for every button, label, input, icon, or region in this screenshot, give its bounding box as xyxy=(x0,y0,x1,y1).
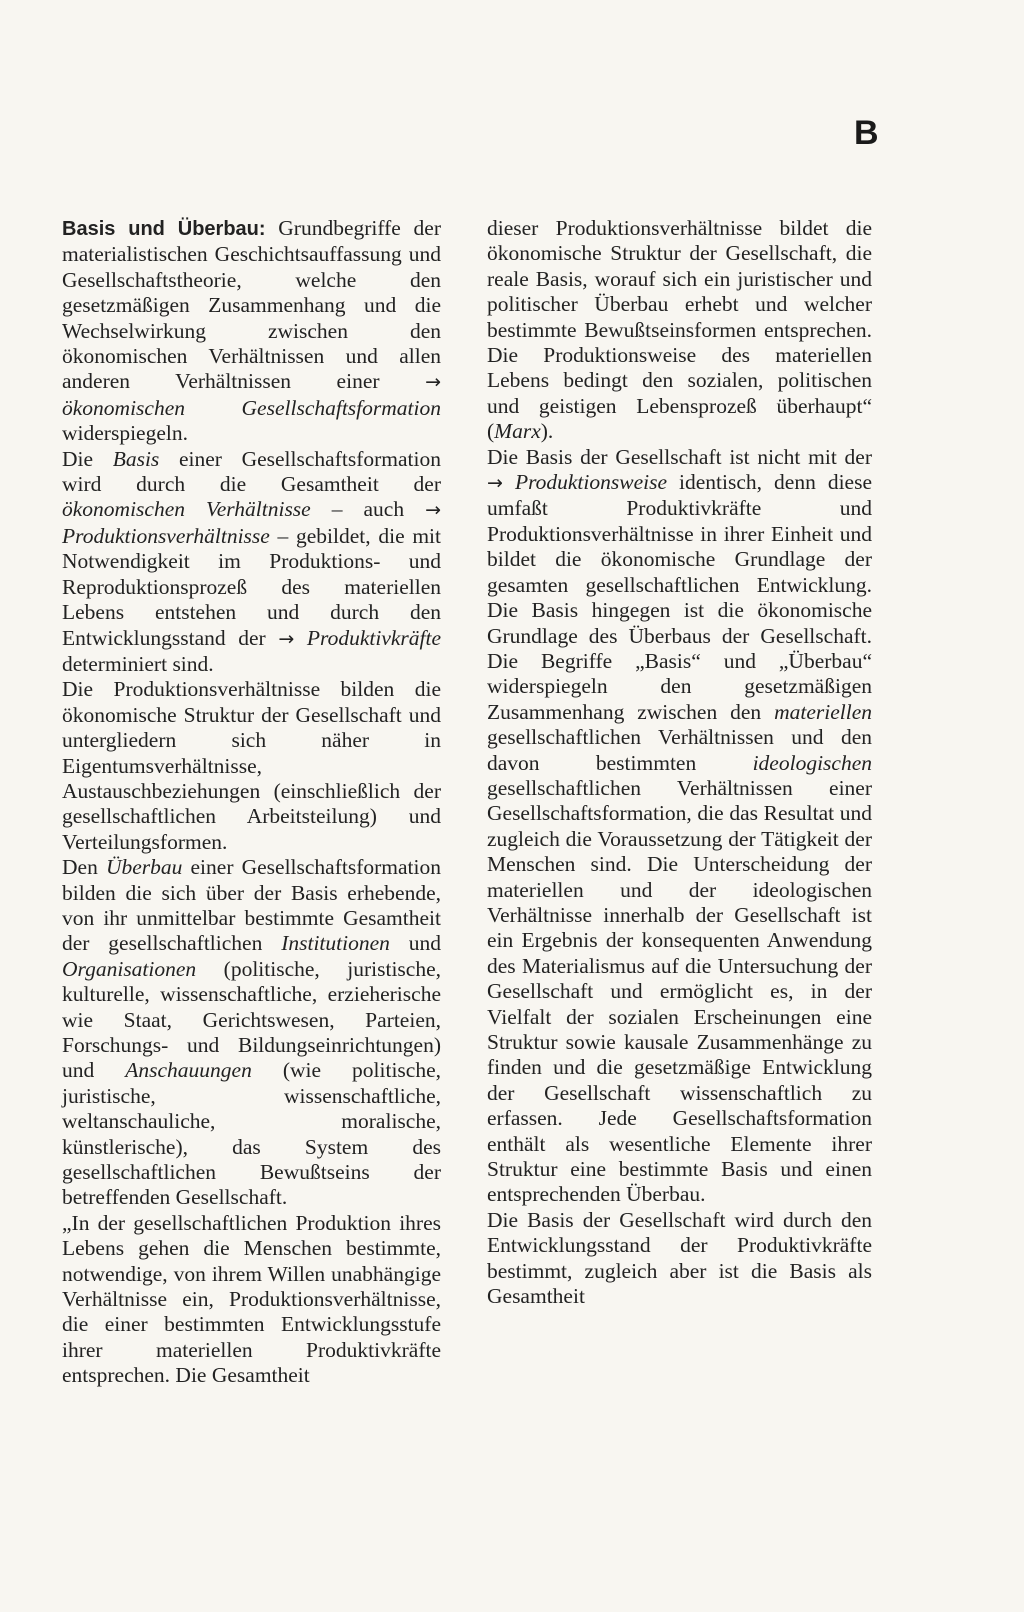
cross-reference-arrow-icon: → xyxy=(278,627,295,650)
emphasized-term: ökonomischen Verhältnisse xyxy=(62,497,311,522)
paragraph: „In der gesellschaftlichen Produktion ihres Lebens gehen die Menschen bestimmte, notwendige, von ihrem Willen unabhängige Verhältnisse ein, Produktionsverhältnisse, die einer bestimmten Entwicklungsstufe ihrer materiellen Produktivkräfte entsprechen. Die Gesamtheit xyxy=(62,1210,441,1388)
paragraph xyxy=(62,216,441,447)
cross-reference-term: Produktivkräfte xyxy=(306,625,442,650)
text-run: determiniert sind. xyxy=(62,651,214,676)
cross-reference-arrow-icon: → xyxy=(487,472,503,495)
text-run: Die xyxy=(62,446,94,471)
emphasized-term: Institutionen xyxy=(281,931,390,956)
text-run: ). xyxy=(540,419,554,444)
text-run: Den xyxy=(62,855,98,880)
paragraph xyxy=(487,216,872,445)
left-column xyxy=(62,216,441,1389)
right-column xyxy=(487,216,872,1309)
section-letter: B xyxy=(854,114,879,152)
text-run: dieser Produktionsverhältnisse bildet die ökonomische Struktur der Gesellschaft, die reale Basis, worauf sich ein juristischer und politischer Überbau erhebt und welcher bestimmte Bewußtseinsformen entsprechen. Die Produktionsweise des materiellen Lebens bedingt den sozialen, politischen und geistigen Lebensprozeß überhaupt“ ( xyxy=(487,216,872,444)
headword: Basis und Überbau: xyxy=(62,218,266,240)
emphasized-term: Anschauungen xyxy=(125,1058,252,1083)
text-run: einer Gesellschaftsformation bilden die sich über der Basis erhebende, von ihr unmittelbar bestimmte Gesamtheit der gesellschaftlichen xyxy=(62,855,442,956)
emphasized-term: ideologischen xyxy=(752,750,872,775)
emphasized-term: Basis xyxy=(112,446,160,471)
cross-reference-term: ökonomischen Gesellschaftsformation xyxy=(62,395,441,420)
cross-reference-term: Produktionsverhältnisse xyxy=(62,523,270,548)
text-run: einer Gesellschaftsformation wird durch die Gesamtheit der xyxy=(62,446,441,497)
text-run: gesellschaftlichen Verhältnissen und den davon bestimmten xyxy=(487,725,872,775)
author-name: Marx xyxy=(494,419,541,444)
cross-reference-term: Produktionsweise xyxy=(514,470,668,495)
paragraph: Die Basis der Gesellschaft wird durch den Entwicklungsstand der Produktivkräfte bestimmt, zugleich aber ist die Basis als Gesamtheit xyxy=(487,1207,872,1309)
emphasized-term: materiellen xyxy=(774,699,872,724)
emphasized-term: Überbau xyxy=(105,855,183,880)
text-run: identisch, denn diese umfaßt Produktivkräfte und Produktionsverhältnisse in ihrer Einheit und bildet die ökonomische Grundlage der gesamten gesellschaftlichen Entwicklung. Die Basis hingegen ist die ökonomische Grundlage des Überbaus der Gesellschaft. Die Begriffe „Basis“ und „Überbau“ widerspiegeln den gesetzmäßigen Zusammenhang zwischen den xyxy=(487,470,873,724)
text-run: widerspiegeln. xyxy=(62,421,188,446)
cross-reference-arrow-icon: → xyxy=(425,371,441,394)
cross-reference-arrow-icon: → xyxy=(425,499,442,522)
emphasized-term: Organisationen xyxy=(62,956,197,981)
paragraph: Die Produktionsverhältnisse bilden die ökonomische Struktur der Gesellschaft und untergliedern sich näher in Eigentumsverhältnisse, Austauschbeziehungen (einschließlich der gesellschaftlichen Arbeitsteilung) und Verteilungsformen. xyxy=(62,677,441,854)
text-run: (wie politische, juristische, wissenschaftliche, weltanschauliche, moralische, künstlerische), das System des gesellschaftlichen Bewußtseins der betreffenden Gesellschaft. xyxy=(62,1058,442,1210)
text-run: – gebildet, die mit Notwendigkeit im Produktions- und Reproduktionsprozeß des materiellen Lebens entstehen und durch den Entwicklungsstand der xyxy=(62,523,441,650)
text-run: – auch xyxy=(331,497,405,522)
text-run: (politische, juristische, kulturelle, wissenschaftliche, erzieherische wie Staat, Gerichtswesen, Parteien, Forschungs- und Bildungseinrichtungen) und xyxy=(62,956,441,1083)
paragraph xyxy=(62,855,441,1211)
text-run: und xyxy=(408,931,441,956)
paragraph xyxy=(62,447,441,678)
text-run: gesellschaftlichen Verhältnissen einer Gesellschaftsformation, die das Resultat und zugleich die Voraussetzung der Tätigkeit der Menschen sind. Die Unterscheidung der materiellen und der ideologischen Verhältnisse innerhalb der Gesellschaft ist ein Ergebnis der konsequenten Anwendung des Materialismus auf die Untersuchung der Gesellschaft und ermöglicht es, in der Vielfalt der sozialen Erscheinungen eine Struktur sowie kausale Zusammenhänge zu finden und die gesetzmäßige Entwicklung der Gesellschaft wissenschaftlich zu erfassen. Jede Gesellschaftsformation enthält als wesentliche Elemente ihrer Struktur eine bestimmte Basis und einen entsprechenden Überbau. xyxy=(487,775,872,1207)
paragraph xyxy=(487,445,872,1208)
text-run: Grundbegriffe der materialistischen Geschichtsauffassung und Gesellschaftstheorie, welche den gesetzmäßigen Zusammenhang und die Wechselwirkung zwischen den ökonomischen Verhältnissen und allen anderen Verhältnissen einer xyxy=(62,216,441,394)
text-run: Die Basis der Gesellschaft ist nicht mit der xyxy=(487,444,872,469)
